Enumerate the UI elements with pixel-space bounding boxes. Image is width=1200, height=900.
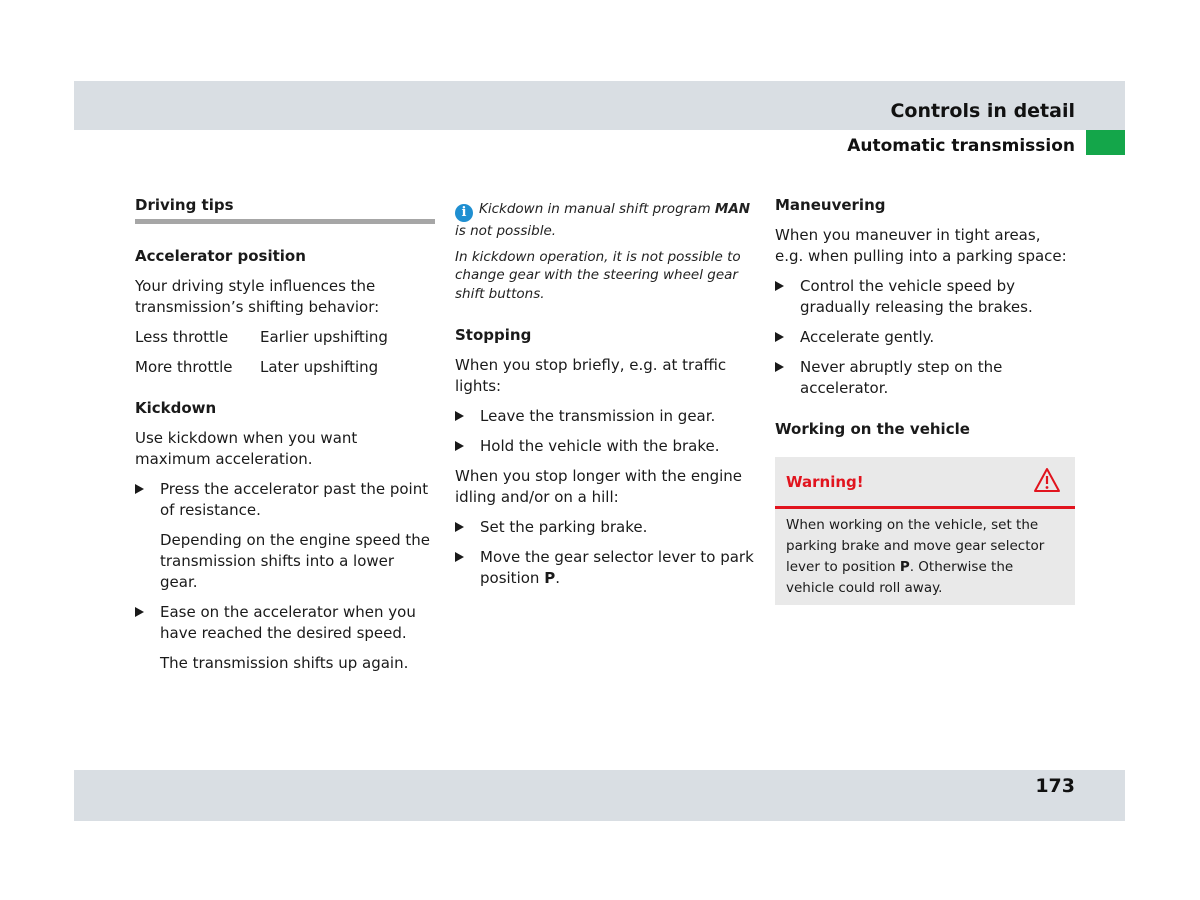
bullet-arrow-icon: [775, 281, 784, 291]
bullet-text: Control the vehicle speed by gradually releasing the brakes.: [800, 277, 1033, 316]
kickdown-heading: Kickdown: [135, 399, 217, 417]
bullet-text: Set the parking brake.: [480, 518, 648, 536]
throttle-row: [135, 357, 435, 378]
gear-position-label: P: [544, 569, 556, 587]
maneuvering-text: [775, 225, 1075, 267]
warning-text: [775, 509, 1075, 605]
section-tab-marker: [1086, 130, 1125, 155]
column-2: [455, 200, 755, 589]
accelerator-position-heading: Accelerator position: [135, 247, 306, 265]
bullet-text: Hold the vehicle with the brake.: [480, 437, 720, 455]
info-note-2: In kickdown operation, it is not possible to change gear with the steering wheel gear shift buttons.: [455, 248, 741, 302]
page-number: 173: [1035, 775, 1075, 797]
note-text: is not possible.: [455, 223, 557, 239]
throttle-row: [135, 327, 435, 348]
warning-title: Warning!: [786, 473, 864, 491]
throttle-label: Less throttle: [135, 328, 229, 346]
warning-triangle-icon: [1033, 467, 1061, 493]
longer-stop-text: When you stop longer with the engine idling and/or on a hill:: [455, 467, 743, 506]
warning-text-part: When working on the vehicle, set the parking brake and move gear selector lever to position: [786, 517, 1045, 575]
maneuvering-text-line: When you maneuver in tight areas,: [775, 226, 1041, 244]
bullet-item: [455, 517, 755, 538]
bullet-item: [135, 602, 435, 644]
bullet-text: Press the accelerator past the point of resistance.: [160, 480, 429, 519]
note-text: Kickdown in manual shift program: [479, 201, 715, 217]
bullet-arrow-icon: [135, 484, 144, 494]
stopping-heading: Stopping: [455, 326, 532, 344]
column-1: [135, 195, 435, 674]
section-title: Automatic transmission: [847, 136, 1075, 156]
bullet-text: .: [555, 569, 560, 587]
bullet-item: [775, 276, 1075, 318]
column-3: [775, 195, 1075, 605]
bullet-text: Ease on the accelerator when you have reached the desired speed.: [160, 603, 416, 642]
bullet-text: Move the gear selector lever to park position: [480, 548, 754, 587]
info-note: [455, 200, 755, 241]
chapter-title: Controls in detail: [890, 100, 1075, 122]
shift-behavior: Earlier upshifting: [260, 328, 388, 346]
bullet-item: [455, 547, 755, 589]
warning-text-part: . Otherwise the vehicle could roll away.: [786, 559, 1014, 596]
gear-position-label: P: [899, 559, 910, 575]
warning-header: [775, 457, 1075, 509]
maneuvering-text-line: e.g. when pulling into a parking space:: [775, 247, 1067, 265]
bullet-item: [455, 406, 755, 427]
note-bold: MAN: [714, 201, 751, 217]
bullet-item: [135, 479, 435, 521]
bullet-arrow-icon: [775, 362, 784, 372]
info-icon: i: [455, 204, 473, 222]
bullet-text: Never abruptly step on the accelerator.: [800, 358, 1003, 397]
accelerator-text: Your driving style influences the transmission’s shifting behavior:: [135, 277, 380, 316]
stopping-text: When you stop briefly, e.g. at traffic lights:: [455, 356, 727, 395]
bullet-arrow-icon: [455, 522, 464, 532]
bullet-arrow-icon: [135, 607, 144, 617]
footer-band: [74, 770, 1125, 821]
bullet-arrow-icon: [455, 411, 464, 421]
throttle-label: More throttle: [135, 358, 233, 376]
bullet-arrow-icon: [455, 441, 464, 451]
bullet-text: Leave the transmission in gear.: [480, 407, 716, 425]
driving-tips-heading: Driving tips: [135, 195, 435, 224]
bullet-follow-text: Depending on the engine speed the transmission shifts into a lower gear.: [160, 531, 430, 591]
bullet-arrow-icon: [455, 552, 464, 562]
maneuvering-heading: Maneuvering: [775, 196, 886, 214]
bullet-item: [775, 357, 1075, 399]
bullet-item: [455, 436, 755, 457]
bullet-arrow-icon: [775, 332, 784, 342]
shift-behavior: Later upshifting: [260, 358, 379, 376]
warning-box: [775, 457, 1075, 605]
working-heading: Working on the vehicle: [775, 420, 970, 438]
kickdown-text: Use kickdown when you want maximum acceleration.: [135, 429, 358, 468]
bullet-item: [775, 327, 1075, 348]
bullet-text: Accelerate gently.: [800, 328, 935, 346]
bullet-follow-text: The transmission shifts up again.: [160, 654, 409, 672]
